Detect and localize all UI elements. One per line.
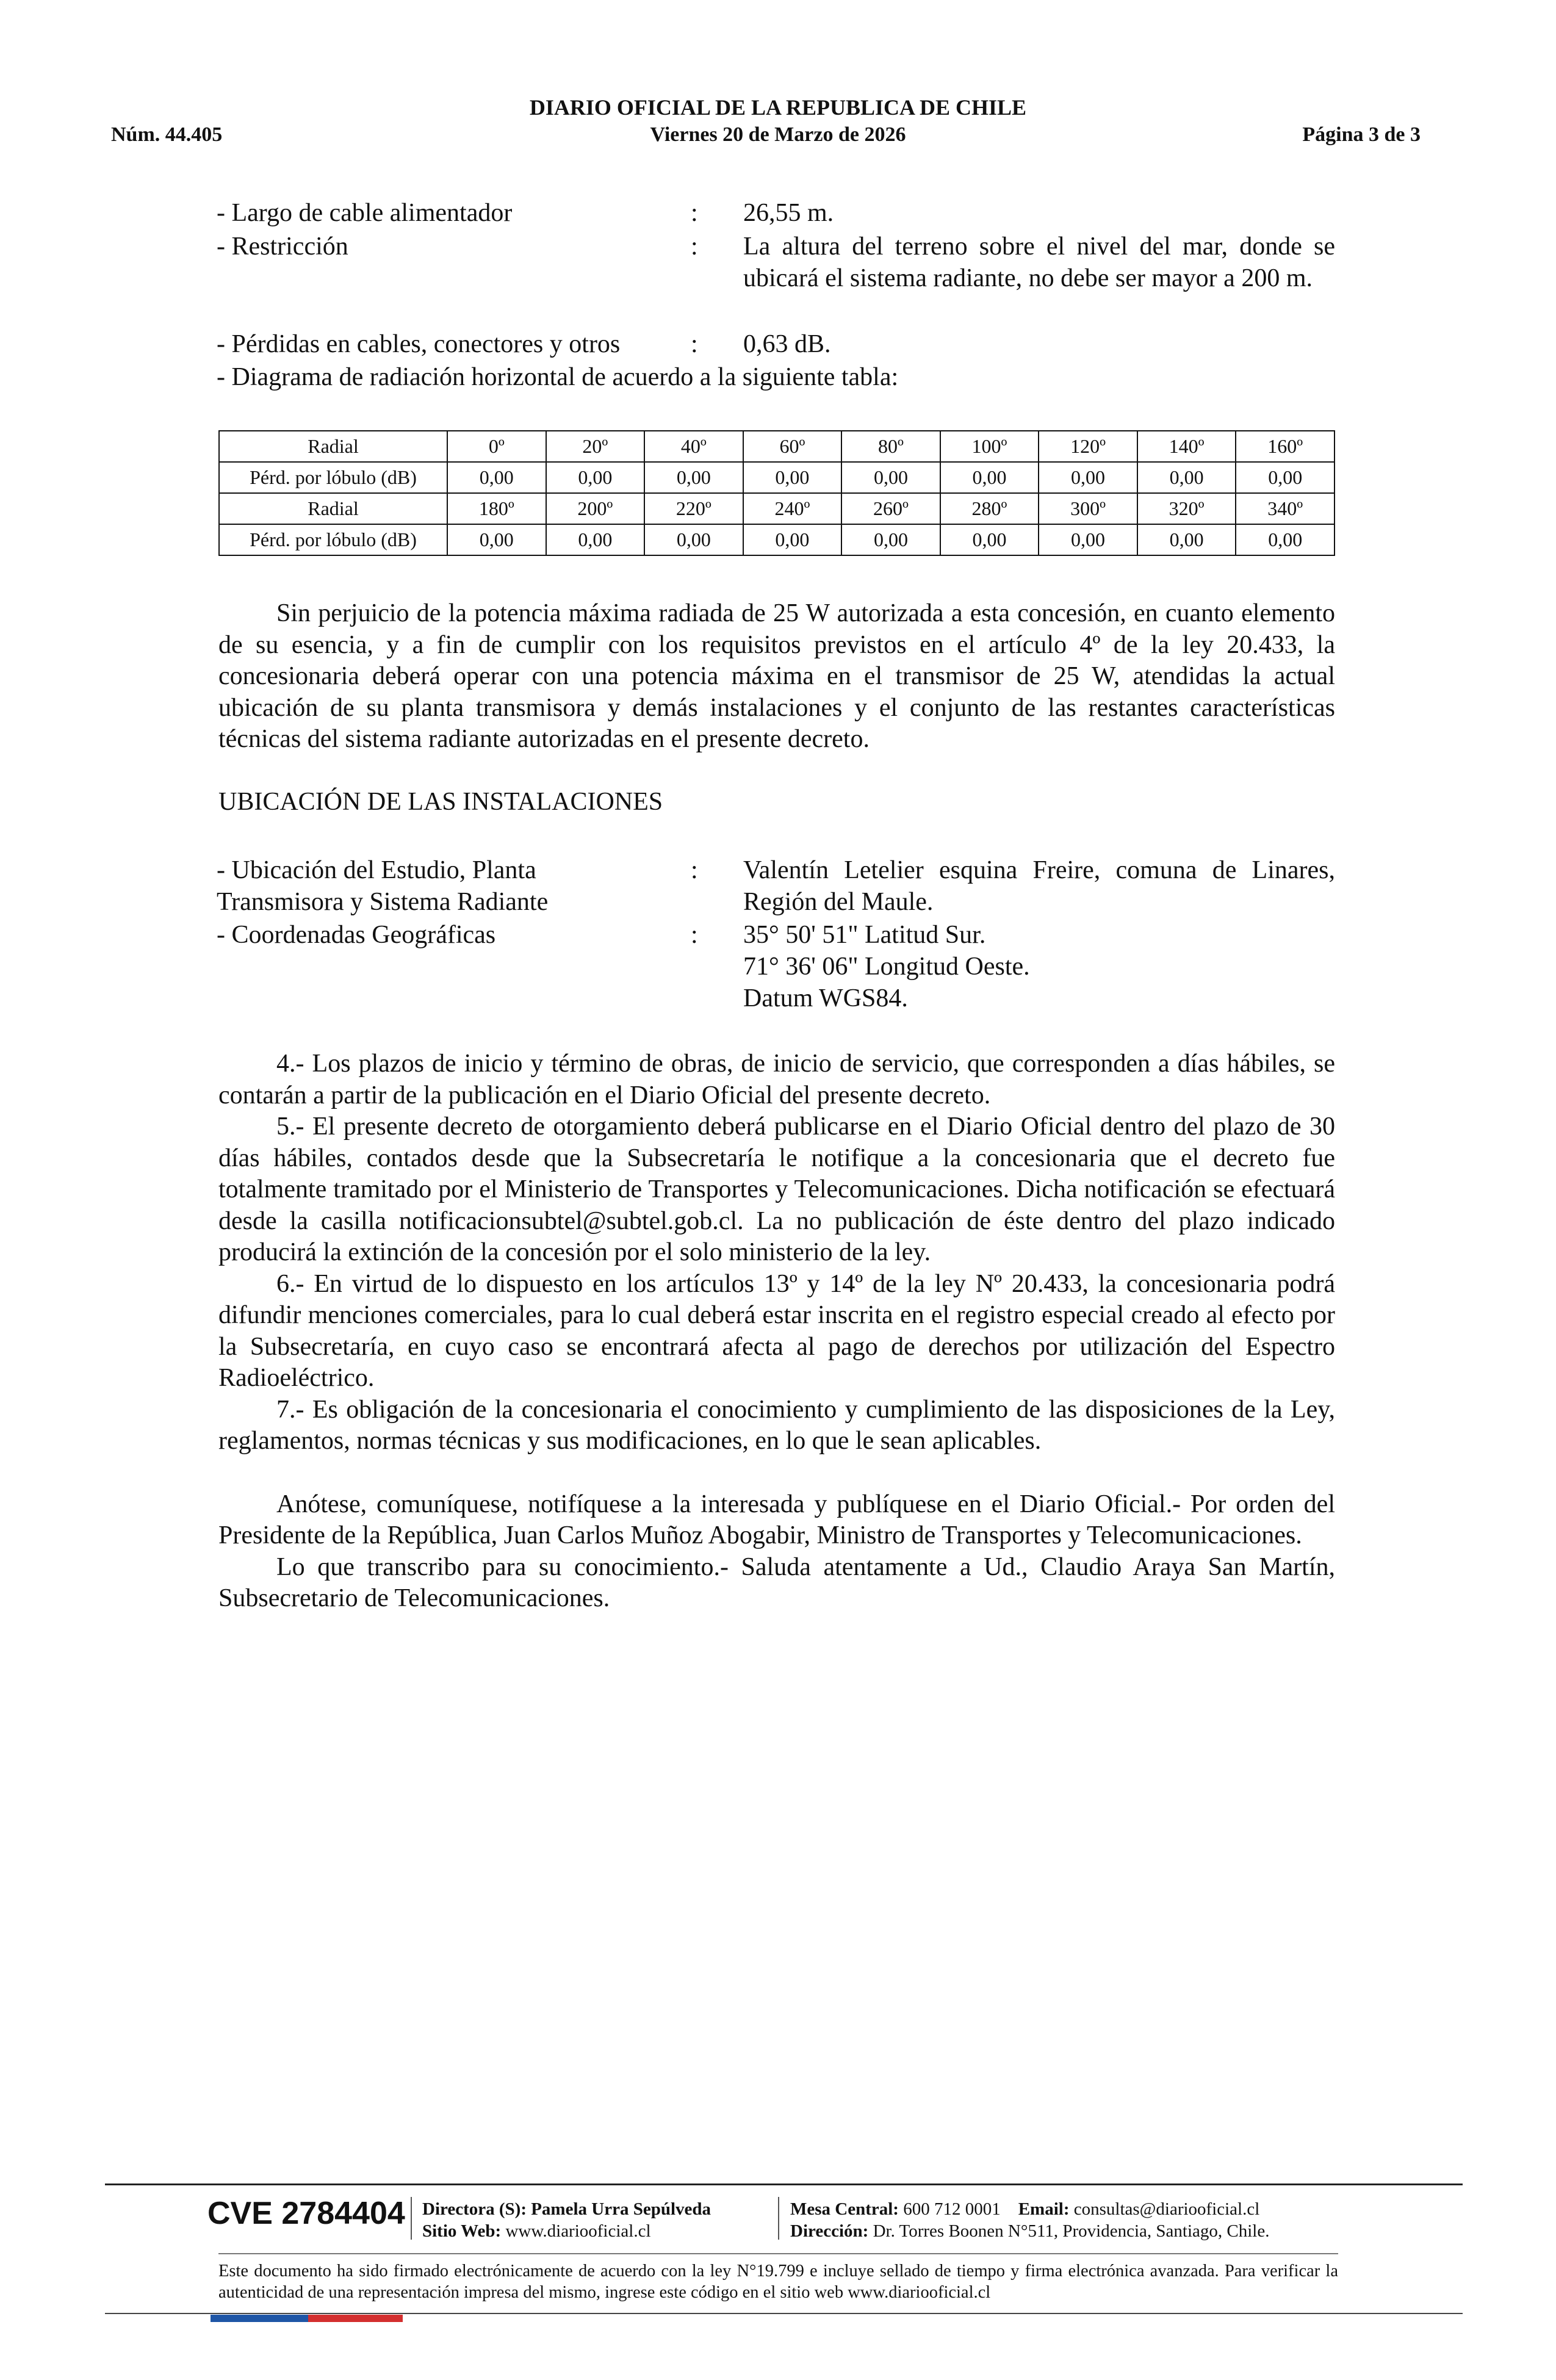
table-cell: 0,00 bbox=[644, 524, 743, 555]
phone-value: 600 712 0001 bbox=[903, 2199, 1001, 2219]
coords-value bbox=[743, 919, 1335, 1014]
director-name: Directora (S): Pamela Urra Sepúlveda bbox=[422, 2199, 711, 2219]
studio-label bbox=[217, 854, 548, 918]
table-cell: 0,00 bbox=[447, 524, 546, 555]
article-5: 5.- El presente decreto de otorgamiento deberá publicarse en el Diario Oficial dentro del plazo de 30 días hábiles, contados desde que la Subsecretaría le notifique a la concesionaria que el decreto fue totalmente tramitado por el Ministerio de Transportes y Telecomunicaciones. Dicha notificación se efectuará desde la casilla notificacionsubtel@subtel.gob.cl. La no publicación de éste dentro del plazo indicado producirá la extinción de la concesión por el solo ministerio de la ley. bbox=[218, 1112, 1335, 1266]
restriction-value: La altura del terreno sobre el nivel del mar, donde se ubicará el sistema radiante, no debe ser mayor a 200 m. bbox=[743, 233, 1335, 292]
phone-label: Mesa Central: bbox=[790, 2199, 899, 2219]
table-cell: 160º bbox=[1236, 431, 1334, 462]
closing-signature: Lo que transcribo para su conocimiento.- Saluda atentamente a Ud., Claudio Araya San Martín, Subsecretario de Telecomunicaciones. bbox=[218, 1552, 1335, 1612]
articles-block bbox=[218, 1048, 1335, 1615]
table-cell: 120º bbox=[1039, 431, 1137, 462]
table-cell: 0,00 bbox=[1039, 524, 1137, 555]
table-cell: 300º bbox=[1039, 493, 1137, 524]
table-row bbox=[219, 524, 1334, 555]
table-cell: Radial bbox=[219, 493, 447, 524]
table-cell: 340º bbox=[1236, 493, 1334, 524]
cable-length-label: - Largo de cable alimentador bbox=[217, 199, 513, 227]
diagram-intro: - Diagrama de radiación horizontal de acuerdo a la siguiente tabla: bbox=[217, 363, 899, 391]
table-cell: 80º bbox=[841, 431, 940, 462]
table-cell: Pérd. por lóbulo (dB) bbox=[219, 462, 447, 493]
page-indicator: Página 3 de 3 bbox=[1302, 123, 1421, 146]
table-cell: 0,00 bbox=[1039, 462, 1137, 493]
article-7: 7.- Es obligación de la concesionaria el conocimiento y cumplimiento de las disposiciones de la Ley, reglamentos, normas técnicas y sus modificaciones, en lo que le sean aplicables. bbox=[218, 1395, 1335, 1455]
colon-separator: : bbox=[691, 233, 698, 261]
table-cell: 0,00 bbox=[644, 462, 743, 493]
colon-separator: : bbox=[691, 856, 698, 884]
table-cell: 0,00 bbox=[1236, 524, 1334, 555]
table-cell: 20º bbox=[546, 431, 645, 462]
table-cell: 0º bbox=[447, 431, 546, 462]
latitude: 35° 50' 51" Latitud Sur. bbox=[743, 921, 986, 949]
flag-bar-red bbox=[308, 2315, 403, 2322]
table-cell: 240º bbox=[743, 493, 842, 524]
table-cell: 0,00 bbox=[546, 462, 645, 493]
table-cell: 140º bbox=[1137, 431, 1236, 462]
studio-value: Valentín Letelier esquina Freire, comuna de Linares, Región del Maule. bbox=[743, 856, 1335, 916]
signature-note: Este documento ha sido firmado electrónicamente de acuerdo con la ley N°19.799 e incluye sellado de tiempo y firma electrónica avanzada. Para verificar la autenticidad de una representación impresa del mismo, ingrese este código en el sitio web www.diariooficial.cl bbox=[218, 2262, 1338, 2302]
table-cell: 0,00 bbox=[546, 524, 645, 555]
footer-divider bbox=[105, 2183, 1463, 2185]
footer-contact-block bbox=[790, 2198, 1269, 2242]
cve-code: CVE 2784404 bbox=[207, 2196, 405, 2231]
table-cell: 0,00 bbox=[1236, 462, 1334, 493]
newspaper-title: DIARIO OFICIAL DE LA REPUBLICA DE CHILE bbox=[529, 95, 1027, 120]
website-link[interactable]: www.diariooficial.cl bbox=[505, 2221, 651, 2241]
table-row bbox=[219, 493, 1334, 524]
studio-label-line: - Ubicación del Estudio, Planta bbox=[217, 856, 536, 884]
losses-value: 0,63 dB. bbox=[743, 330, 831, 358]
table-cell: 260º bbox=[841, 493, 940, 524]
table-cell: 60º bbox=[743, 431, 842, 462]
table-cell: 0,00 bbox=[841, 462, 940, 493]
table-cell: 0,00 bbox=[1137, 462, 1236, 493]
website-label: Sitio Web: bbox=[422, 2221, 502, 2241]
issue-date: Viernes 20 de Marzo de 2026 bbox=[650, 123, 906, 146]
table-cell: 0,00 bbox=[841, 524, 940, 555]
table-cell: 0,00 bbox=[940, 462, 1039, 493]
table-cell: 40º bbox=[644, 431, 743, 462]
table-cell: 0,00 bbox=[743, 524, 842, 555]
section-title: UBICACIÓN DE LAS INSTALACIONES bbox=[218, 788, 663, 816]
colon-separator: : bbox=[691, 330, 698, 358]
closing-paragraph: Anótese, comuníquese, notifíquese a la interesada y publíquese en el Diario Oficial.- Por orden del Presidente de la República, Juan Carlos Muñoz Abogabir, Ministro de Transportes y Telecomunicaciones. bbox=[218, 1490, 1335, 1549]
power-paragraph bbox=[218, 598, 1335, 755]
table-cell: 0,00 bbox=[447, 462, 546, 493]
email-link[interactable]: consultas@diariooficial.cl bbox=[1073, 2199, 1260, 2219]
footer-director-block bbox=[422, 2198, 711, 2242]
footer-divider bbox=[105, 2313, 1463, 2314]
cable-length-value: 26,55 m. bbox=[743, 199, 834, 227]
article-6: 6.- En virtud de lo dispuesto en los artículos 13º y 14º de la ley Nº 20.433, la concesionaria podrá difundir menciones comerciales, para lo cual deberá estar inscrita en el registro especial creado al efecto por la Subsecretaría, en cuyo caso se encontrará afecta al pago de derechos por utilización del Espectro Radioeléctrico. bbox=[218, 1269, 1335, 1392]
datum: Datum WGS84. bbox=[743, 984, 908, 1012]
table-cell: 200º bbox=[546, 493, 645, 524]
issue-number: Núm. 44.405 bbox=[111, 123, 223, 146]
address-label: Dirección: bbox=[790, 2221, 869, 2241]
table-cell: 0,00 bbox=[940, 524, 1039, 555]
coords-label: - Coordenadas Geográficas bbox=[217, 921, 496, 949]
footer-divider bbox=[218, 2253, 1338, 2254]
table-cell: Pérd. por lóbulo (dB) bbox=[219, 524, 447, 555]
article-4: 4.- Los plazos de inicio y término de obras, de inicio de servicio, que corresponden a días hábiles, se contarán a partir de la publicación en el Diario Oficial del presente decreto. bbox=[218, 1050, 1335, 1109]
footer-separator bbox=[778, 2197, 779, 2240]
table-row bbox=[219, 431, 1334, 462]
paragraph-text: Sin perjuicio de la potencia máxima radiada de 25 W autorizada a esta concesión, en cuanto elemento de su esencia, y a fin de cumplir con los requisitos previstos en el artículo 4º de la ley 20.433, la concesionaria deberá operar con una potencia máxima en el transmisor de 25 W, atendidas la actual ubicación de su planta transmisora y demás instalaciones y el conjunto de las restantes características técnicas del sistema radiante autorizadas en el presente decreto. bbox=[218, 599, 1335, 753]
studio-label-line: Transmisora y Sistema Radiante bbox=[217, 888, 549, 916]
losses-label: - Pérdidas en cables, conectores y otros bbox=[217, 330, 621, 358]
email-label: Email: bbox=[1018, 2199, 1070, 2219]
table-cell: 0,00 bbox=[1137, 524, 1236, 555]
footer-separator bbox=[411, 2197, 412, 2240]
radiation-table bbox=[218, 430, 1335, 556]
table-row bbox=[219, 462, 1334, 493]
address-value: Dr. Torres Boonen N°511, Providencia, Santiago, Chile. bbox=[873, 2221, 1270, 2241]
table-cell: Radial bbox=[219, 431, 447, 462]
longitude: 71° 36' 06" Longitud Oeste. bbox=[743, 953, 1030, 981]
table-cell: 100º bbox=[940, 431, 1039, 462]
table-cell: 320º bbox=[1137, 493, 1236, 524]
restriction-label: - Restricción bbox=[217, 233, 348, 261]
colon-separator: : bbox=[691, 199, 698, 227]
colon-separator: : bbox=[691, 921, 698, 949]
table-cell: 0,00 bbox=[743, 462, 842, 493]
flag-bar-blue bbox=[211, 2315, 308, 2322]
table-cell: 280º bbox=[940, 493, 1039, 524]
table-cell: 220º bbox=[644, 493, 743, 524]
table-cell: 180º bbox=[447, 493, 546, 524]
